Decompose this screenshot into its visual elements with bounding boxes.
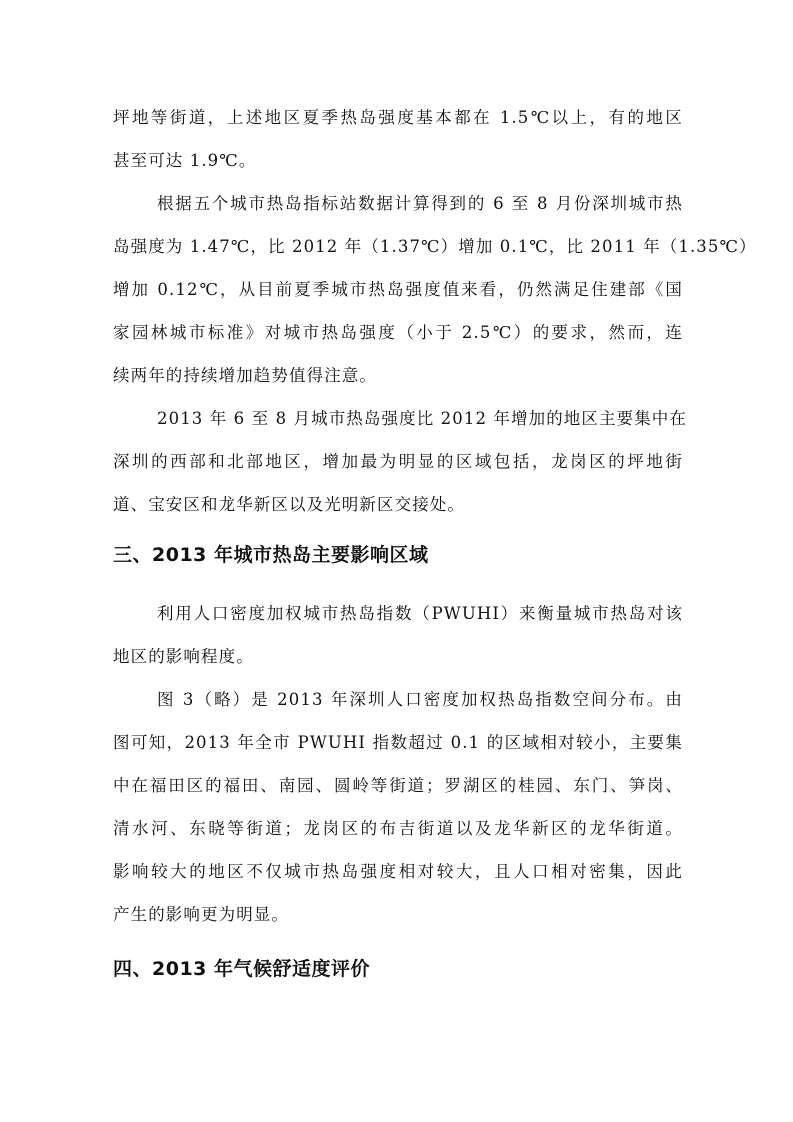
body-text-line: 图可知，2013 年全市 PWUHI 指数超过 0.1 的区域相对较小，主要集 (113, 733, 683, 752)
body-text-line: 利用人口密度加权城市热岛指数（PWUHI）来衡量城市热岛对该 (157, 604, 683, 623)
body-text-line: 产生的影响更为明显。 (113, 905, 289, 924)
body-text-line: 坪地等街道，上述地区夏季热岛强度基本都在 1.5℃以上，有的地区 (113, 108, 683, 127)
section-heading: 四、2013 年气候舒适度评价 (113, 958, 370, 980)
body-text-line: 甚至可达 1.9℃。 (113, 151, 257, 170)
body-text-line: 深圳的西部和北部地区，增加最为明显的区域包括，龙岗区的坪地街 (113, 452, 683, 471)
section-heading: 三、2013 年城市热岛主要影响区域 (113, 544, 429, 566)
body-text-line: 中在福田区的福田、南园、圆岭等街道；罗湖区的桂园、东门、笋岗、 (113, 776, 683, 795)
body-text-line: 续两年的持续增加趋势值得注意。 (113, 366, 377, 385)
body-text-line: 根据五个城市热岛指标站数据计算得到的 6 至 8 月份深圳城市热 (157, 194, 683, 213)
body-text-line: 2013 年 6 至 8 月城市热岛强度比 2012 年增加的地区主要集中在 (157, 409, 687, 428)
body-text-line: 岛强度为 1.47℃，比 2012 年（1.37℃）增加 0.1℃，比 2011 年（1.35℃） (113, 237, 757, 256)
body-text-line: 家园林城市标准》对城市热岛强度（小于 2.5℃）的要求，然而，连 (113, 323, 683, 342)
body-text-line: 影响较大的地区不仅城市热岛强度相对较大，且人口相对密集，因此 (113, 862, 683, 881)
body-text-line: 增加 0.12℃，从目前夏季城市热岛强度值来看，仍然满足住建部《国 (113, 280, 683, 299)
body-text-line: 道、宝安区和龙华新区以及光明新区交接处。 (113, 495, 465, 514)
body-text-line: 清水河、东晓等街道；龙岗区的布吉街道以及龙华新区的龙华街道。 (113, 819, 683, 838)
body-text-line: 地区的影响程度。 (113, 647, 254, 666)
body-text-line: 图 3（略）是 2013 年深圳人口密度加权热岛指数空间分布。由 (157, 690, 683, 709)
